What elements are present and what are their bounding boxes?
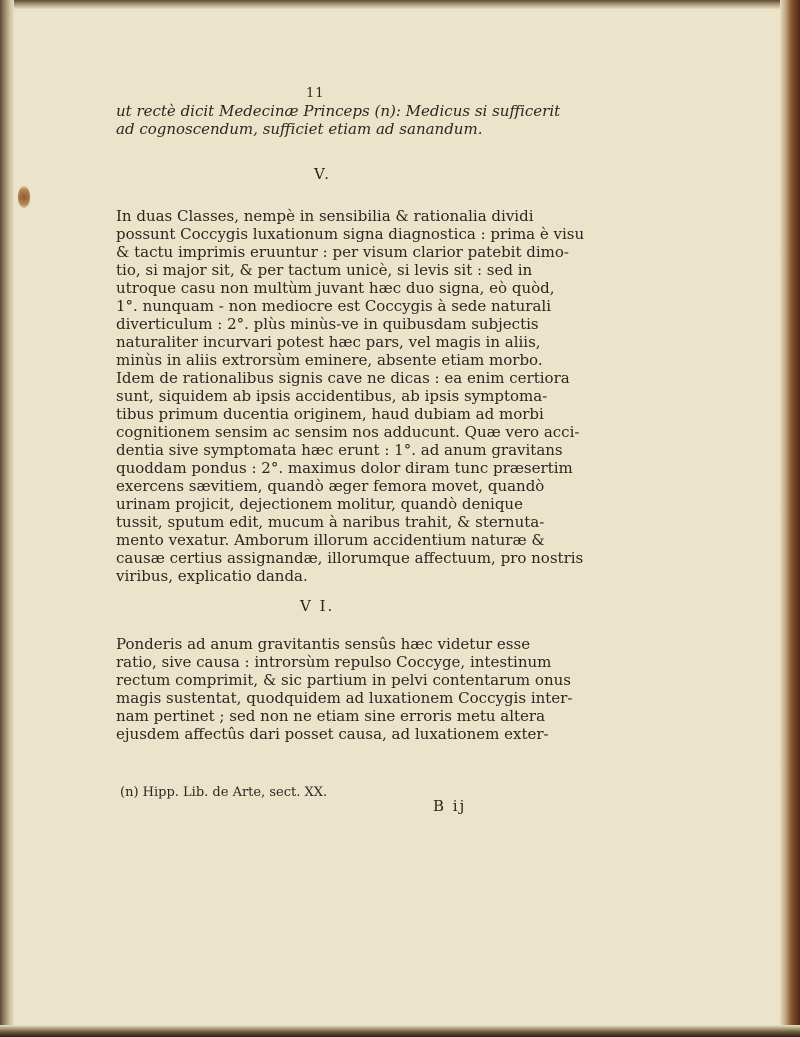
body-line: magis sustentat, quodquidem ad luxationem Coccygis inter-: [116, 689, 573, 707]
page-spine-edge: [0, 0, 14, 1037]
body-line: dentia sive symptomata hæc erunt : 1°. ad anum gravitans: [116, 441, 563, 459]
signature-mark: B ij: [433, 797, 467, 815]
body-line: In duas Classes, nempè in sensibilia & rationalia dividi: [116, 207, 534, 225]
footnote: (n) Hipp. Lib. de Arte, sect. XX.: [120, 785, 328, 800]
body-line: tussit, sputum edit, mucum à naribus trahit, & sternuta-: [116, 513, 545, 531]
body-line: minùs in aliis extrorsùm eminere, absente etiam morbo.: [116, 351, 543, 369]
body-line: Ponderis ad anum gravitantis sensûs hæc videtur esse: [116, 635, 531, 653]
body-line: cognitionem sensim ac sensim nos adducunt. Quæ vero acci-: [116, 423, 580, 441]
intro-line: ut rectè dicit Medecinæ Princeps (n): Medicus si sufficerit: [116, 102, 561, 120]
body-line: ratio, sive causa : introrsùm repulso Coccyge, intestinum: [116, 653, 552, 671]
section-heading-v: V.: [314, 165, 331, 183]
body-line: urinam projicit, dejectionem molitur, quandò denique: [116, 495, 523, 513]
body-line: utroque casu non multùm juvant hæc duo signa, eò quòd,: [116, 279, 555, 297]
page-bottom-edge: [0, 1025, 800, 1037]
body-line: causæ certius assignandæ, illorumque affectuum, pro nostris: [116, 549, 584, 567]
body-line: & tactu imprimis eruuntur : per visum clarior patebit dimo-: [116, 243, 569, 261]
body-line: viribus, explicatio danda.: [116, 567, 308, 585]
body-line: tibus primum ducentia originem, haud dubiam ad morbi: [116, 405, 544, 423]
body-line: ejusdem affectûs dari posset causa, ad luxationem exter-: [116, 725, 549, 743]
page-right-edge: [780, 0, 800, 1037]
page-number: 11: [306, 86, 325, 101]
section-heading-vi: V I.: [300, 597, 335, 615]
body-line: sunt, siquidem ab ipsis accidentibus, ab ipsis symptoma-: [116, 387, 548, 405]
body-line: possunt Coccygis luxationum signa diagnostica : prima è visu: [116, 225, 585, 243]
body-line: rectum comprimit, & sic partium in pelvi contentarum onus: [116, 671, 571, 689]
paper-stain: [18, 186, 30, 208]
body-line: nam pertinet ; sed non ne etiam sine erroris metu altera: [116, 707, 546, 725]
body-line: 1°. nunquam - non mediocre est Coccygis à sede naturali: [116, 297, 552, 315]
body-line: tio, si major sit, & per tactum unicè, si levis sit : sed in: [116, 261, 533, 279]
intro-line: ad cognoscendum, sufficiet etiam ad sanandum.: [116, 120, 483, 138]
body-line: quoddam pondus : 2°. maximus dolor diram tunc præsertim: [116, 459, 573, 477]
body-line: naturaliter incurvari potest hæc pars, vel magis in aliis,: [116, 333, 541, 351]
body-line: exercens sævitiem, quandò æger femora movet, quandò: [116, 477, 545, 495]
page-top-edge: [0, 0, 800, 9]
body-line: mento vexatur. Amborum illorum accidentium naturæ &: [116, 531, 545, 549]
body-line: diverticulum : 2°. plùs minùs-ve in quibusdam subjectis: [116, 315, 539, 333]
body-line: Idem de rationalibus signis cave ne dicas : ea enim certiora: [116, 369, 570, 387]
